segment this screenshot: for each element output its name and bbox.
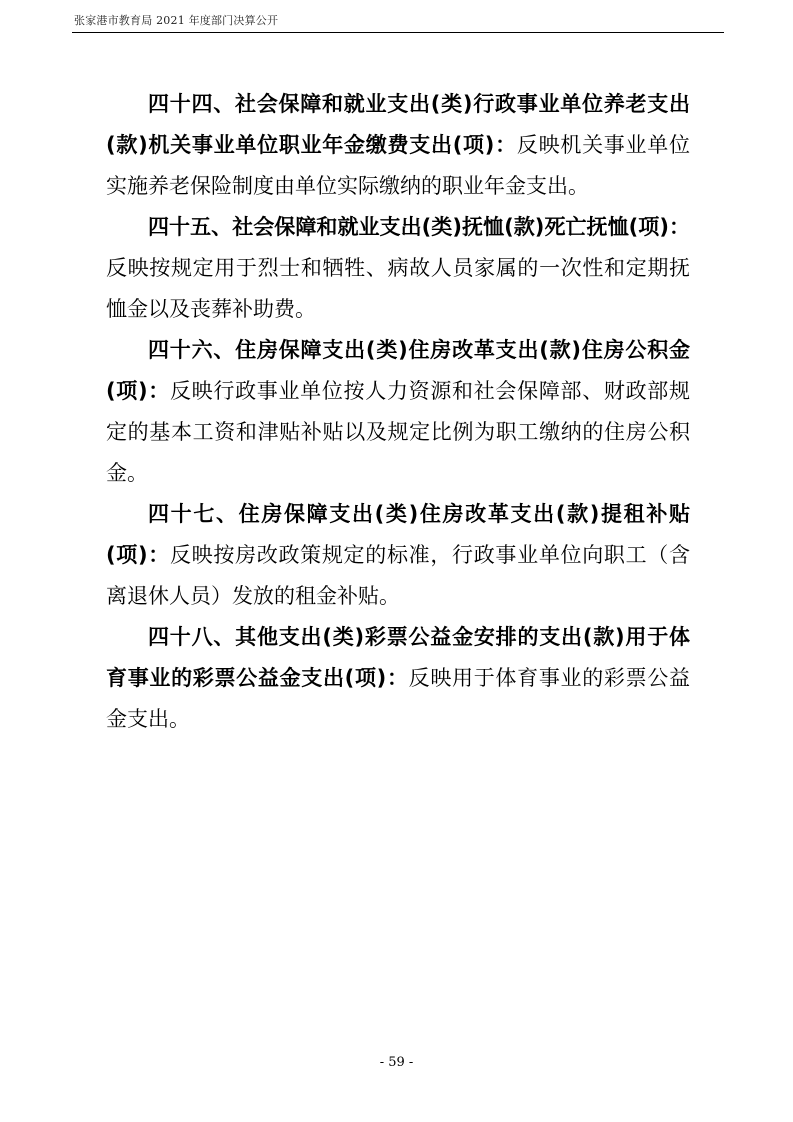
paragraph-heading: 四十四、社会保障和就业支出(类)行政事业单位养老支出(款)机关事业单位职业年金缴费支出(项)： <box>106 92 690 157</box>
paragraph-item-48 <box>106 617 690 740</box>
page-header-title: 张家港市教育局 2021 年度部门决算公开 <box>74 14 279 27</box>
paragraph-heading: 四十五、社会保障和就业支出(类)抚恤(款)死亡抚恤(项)： <box>148 215 690 239</box>
paragraph-item-46 <box>106 330 690 494</box>
header-divider <box>72 32 724 33</box>
paragraph-text: 反映按规定用于烈士和牺牲、病故人员家属的一次性和定期抚恤金以及丧葬补助费。 <box>106 256 690 321</box>
document-body <box>106 84 690 740</box>
paragraph-item-45 <box>106 207 690 330</box>
paragraph-text: 反映机关事业单位实施养老保险制度由单位实际缴纳的职业年金支出。 <box>106 133 691 198</box>
paragraph-text: 反映行政事业单位按人力资源和社会保障部、财政部规定的基本工资和津贴补贴以及规定比例为职工缴纳的住房公积金。 <box>106 379 690 485</box>
page-number: - 59 - <box>379 1055 414 1070</box>
paragraph-item-47 <box>106 494 690 617</box>
paragraph-item-44 <box>106 84 690 207</box>
paragraph-text: 反映用于体育事业的彩票公益金支出。 <box>106 666 690 731</box>
paragraph-heading: 四十六、住房保障支出(类)住房改革支出(款)住房公积金(项)： <box>106 338 690 403</box>
paragraph-heading: 四十八、其他支出(类)彩票公益金安排的支出(款)用于体育事业的彩票公益金支出(项)： <box>106 625 690 690</box>
paragraph-heading: 四十七、住房保障支出(类)住房改革支出(款)提租补贴(项)： <box>106 502 690 567</box>
paragraph-text: 反映按房改政策规定的标准，行政事业单位向职工（含离退休人员）发放的租金补贴。 <box>106 543 690 608</box>
